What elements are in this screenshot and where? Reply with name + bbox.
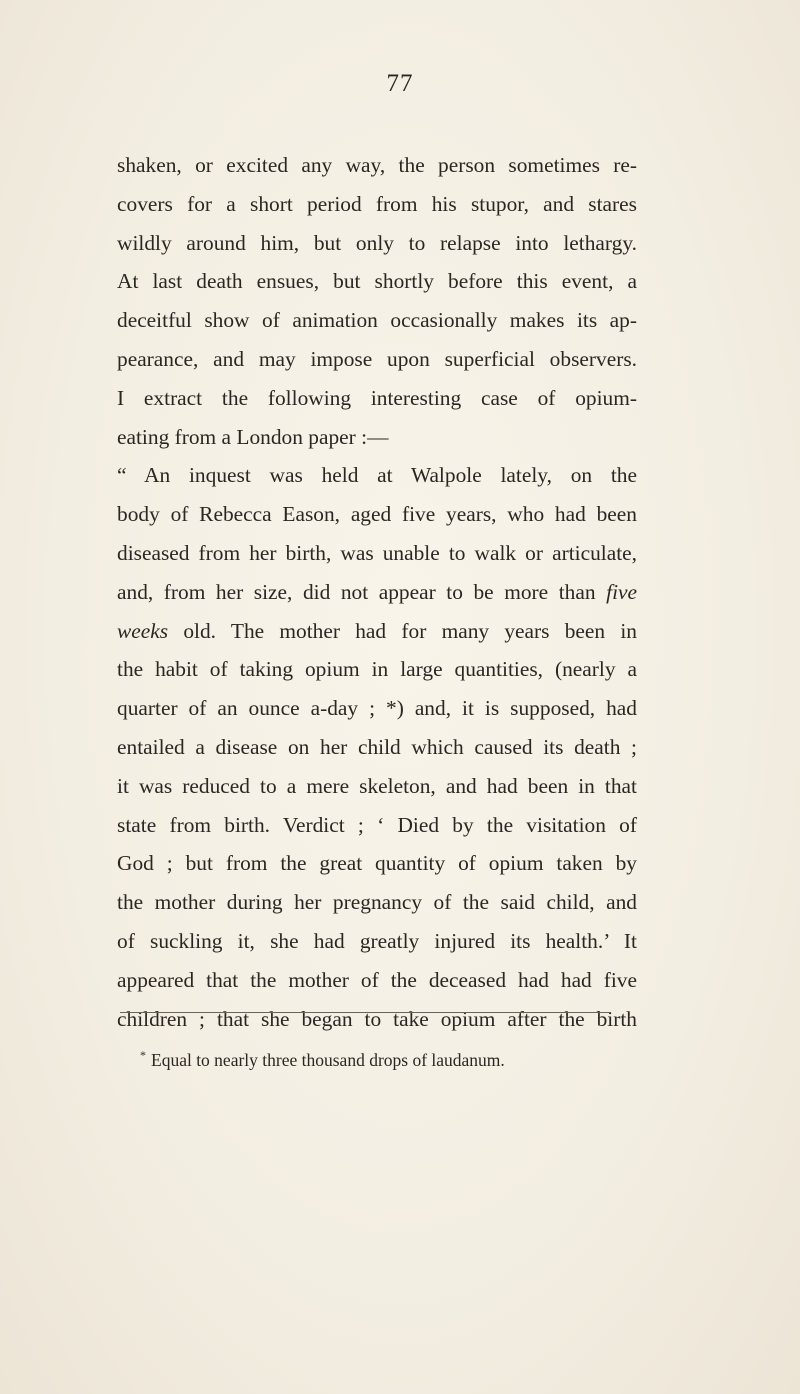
- emphasis-five: five: [606, 579, 637, 604]
- footnote-text: Equal to nearly three thousand drops of laudanum.: [151, 1049, 505, 1070]
- text-line: children ; that she began to take opium after the birth: [117, 1006, 637, 1031]
- text-line: deceitful show of animation occasionally makes its ap-: [117, 308, 637, 333]
- text-segment: old. The mother had for many years been in: [183, 618, 637, 643]
- emphasis-weeks: weeks: [117, 618, 169, 643]
- text-line: At last death ensues, but shortly before this event, a: [117, 269, 637, 294]
- text-line: covers for a short period from his stupor, and stares: [117, 191, 637, 216]
- text-line: appeared that the mother of the deceased had had five: [117, 967, 637, 992]
- text-line: I extract the following interesting case of opium-: [117, 385, 637, 410]
- text-line: diseased from her birth, was unable to walk or articulate,: [117, 540, 637, 565]
- text-line: quarter of an ounce a-day ; *) and, it is supposed, had: [117, 696, 637, 721]
- footnote: [140, 1048, 505, 1071]
- text-line: entailed a disease on her child which caused its death ;: [117, 734, 637, 759]
- text-line-with-emphasis: [117, 573, 637, 612]
- text-line: it was reduced to a mere skeleton, and had been in that: [117, 773, 637, 798]
- text-line: of suckling it, she had greatly injured its health.’ It: [117, 928, 637, 953]
- text-line: wildly around him, but only to relapse into lethargy.: [117, 230, 637, 255]
- text-line: God ; but from the great quantity of opium taken by: [117, 851, 637, 876]
- text-line: the mother during her pregnancy of the said child, and: [117, 890, 637, 915]
- text-line: eating from a London paper :—: [117, 424, 389, 449]
- text-segment: and, from her size, did not appear to be more than: [117, 579, 596, 604]
- footnote-mark: *: [140, 1048, 146, 1062]
- text-line-with-emphasis: [117, 612, 637, 651]
- body-text: [117, 146, 637, 1038]
- text-line: body of Rebecca Eason, aged five years, who had been: [117, 502, 637, 527]
- text-line: “ An inquest was held at Walpole lately, on the: [117, 463, 637, 488]
- text-line: shaken, or excited any way, the person sometimes re-: [117, 153, 637, 177]
- text-line: state from birth. Verdict ; ‘ Died by the visitation of: [117, 812, 637, 837]
- text-line: the habit of taking opium in large quantities, (nearly a: [117, 657, 637, 682]
- footnote-divider: [120, 1012, 610, 1013]
- page-number: 77: [386, 70, 414, 97]
- text-line: pearance, and may impose upon superficial observers.: [117, 346, 637, 371]
